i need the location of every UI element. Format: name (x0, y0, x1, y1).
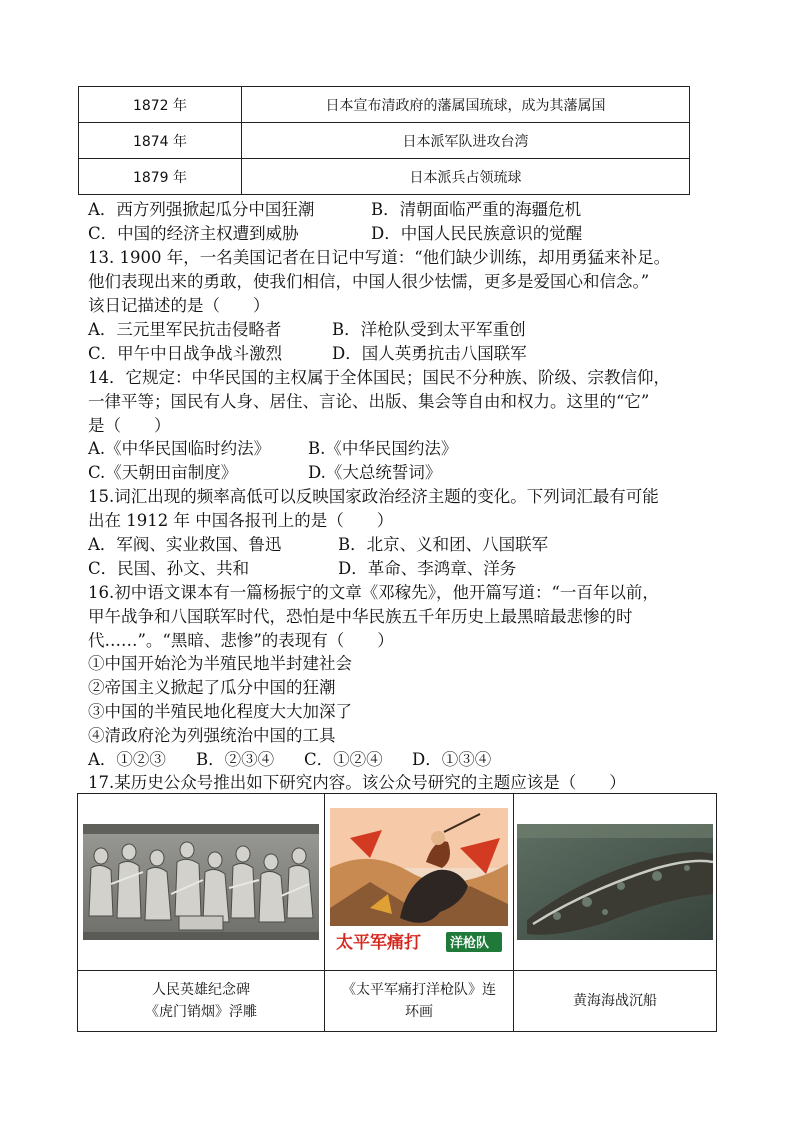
q14-line2: 一律平等；国民有人身、居住、言论、出版、集会等自由和权力。这里的“它” (88, 392, 650, 411)
option-b: B．清朝面临严重的海疆危机 (371, 200, 582, 219)
image-cell (514, 794, 717, 971)
q13-options-row2 (88, 342, 527, 366)
option-a: A．①②③ (88, 750, 166, 769)
q13-line3: 该日记描述的是（ ） (88, 296, 270, 315)
table-row (79, 159, 690, 195)
q16-line1: 16.初中语文课本有一篇杨振宁的文章《邓稼先》，他开篇写道：“一百年以前， (88, 583, 659, 602)
q12-options-row2 (88, 222, 582, 246)
q16-options-row (88, 748, 491, 772)
option-a: A．西方列强掀起瓜分中国狂潮 (88, 200, 315, 219)
q14-line1: 14．它规定：中华民国的主权属于全体国民；国民不分种族、阶级、宗教信仰， (88, 368, 670, 387)
option-d: D．革命、李鸿章、洋务 (338, 559, 517, 578)
year-cell: 1872 年 (79, 87, 242, 123)
year-cell: 1879 年 (79, 159, 242, 195)
q17-line: 17.某历史公众号推出如下研究内容。该公众号研究的主题应该是（ ） (88, 773, 626, 792)
option-c: C.《天朝田亩制度》 (88, 463, 238, 482)
event-cell: 日本派军队进攻台湾 (242, 123, 690, 159)
q15-options-row2 (88, 557, 516, 581)
q16-line2: 甲午战争和八国联军时代，恐怕是中华民族五千年历史上最黑暗最悲惨的时 (88, 607, 633, 626)
table-row (79, 123, 690, 159)
picture-table (77, 793, 717, 1032)
q16-line3: 代……”。“黑暗、悲惨”的表现有（ ） (88, 631, 394, 650)
option-b: B．北京、义和团、八国联军 (338, 535, 549, 554)
option-d: D．①③④ (412, 750, 492, 769)
caption-line: 人民英雄纪念碑 (152, 982, 250, 998)
q16-item2: ②帝国主义掀起了瓜分中国的狂潮 (88, 678, 336, 697)
option-a: A．三元里军民抗击侵略者 (88, 320, 282, 339)
table-row (78, 794, 717, 971)
comic-subtitle-text: 洋枪队 (450, 936, 490, 951)
caption-cell (78, 971, 325, 1032)
option-d: D．中国人民民族意识的觉醒 (371, 224, 583, 243)
table-row (79, 87, 690, 123)
option-c: C．①②④ (304, 750, 383, 769)
event-cell: 日本宣布清政府的藩属国琉球，成为其藩属国 (242, 87, 690, 123)
comic-title-text: 太平军痛打 (336, 933, 421, 953)
q13-options-row1 (88, 318, 526, 342)
caption-cell (514, 971, 717, 1032)
q14-line3: 是（ ） (88, 416, 171, 435)
caption-line: 《太平军痛打洋枪队》连 (342, 982, 496, 998)
option-b: B．②③④ (196, 750, 275, 769)
q15-line1: 15.词汇出现的频率高低可以反映国家政治经济主题的变化。下列词汇最有可能 (88, 487, 659, 506)
option-a: A．军阀、实业救国、鲁迅 (88, 535, 282, 554)
option-c: C．中国的经济主权遭到威胁 (88, 224, 299, 243)
year-cell: 1874 年 (79, 123, 242, 159)
image-cell (325, 794, 514, 971)
option-b: B.《中华民国约法》 (308, 439, 458, 458)
q16-item4: ④清政府沦为列强统治中国的工具 (88, 726, 336, 745)
q14-options-row1 (88, 437, 457, 461)
q15-line2: 出在 1912 年 中国各报刊上的是（ ） (88, 511, 394, 530)
option-c: C．民国、孙文、共和 (88, 559, 250, 578)
image-cell (78, 794, 325, 971)
caption-line: 环画 (405, 1004, 433, 1020)
q16-item1: ①中国开始沦为半殖民地半封建社会 (88, 654, 352, 673)
relief-sculpture-image (83, 824, 319, 940)
caption-cell (325, 971, 514, 1032)
option-d: D．国人英勇抗击八国联军 (332, 344, 527, 363)
option-a: A.《中华民国临时约法》 (88, 439, 271, 458)
q14-options-row2 (88, 461, 441, 485)
shipwreck-image (517, 824, 713, 940)
q13-line1: 13. 1900 年，一名美国记者在日记中写道：“他们缺少训练，却用勇猛来补足。 (88, 248, 671, 267)
event-cell: 日本派兵占领琉球 (242, 159, 690, 195)
comic-cover-image (330, 808, 508, 956)
caption-line: 黄海海战沉船 (573, 993, 657, 1009)
q13-line2: 他们表现出来的勇敢，使我们相信，中国人很少怯懦，更多是爱国心和信念。” (88, 272, 650, 291)
q12-options-row1 (88, 198, 581, 222)
option-d: D.《大总统誓词》 (308, 463, 442, 482)
option-c: C．甲午中日战争战斗激烈 (88, 344, 283, 363)
q15-options-row1 (88, 533, 548, 557)
option-b: B．洋枪队受到太平军重创 (332, 320, 526, 339)
caption-line: 《虎门销烟》浮雕 (145, 1004, 257, 1020)
table-row (78, 971, 717, 1032)
timeline-table (78, 86, 690, 195)
q16-item3: ③中国的半殖民地化程度大大加深了 (88, 702, 352, 721)
